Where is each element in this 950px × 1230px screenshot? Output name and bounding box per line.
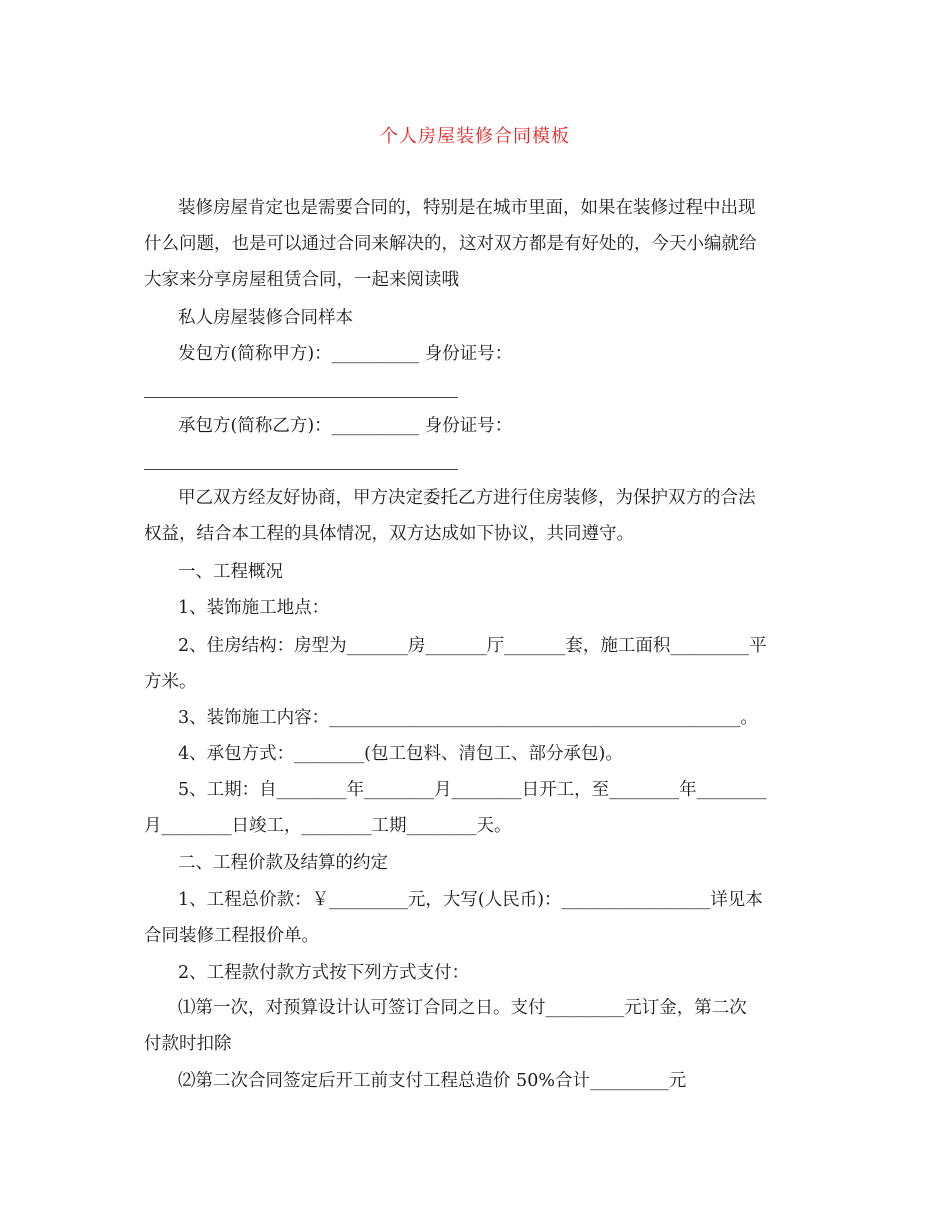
party-b-blank-rule: [144, 469, 458, 470]
clause-1-2-line-1: 2、住房结构：房型为_______房_______厅_______套，施工面积_________平: [178, 636, 767, 656]
clause-2-1-line-2: 合同装修工程报价单。: [144, 926, 319, 946]
payment-2-line: ⑵第二次合同签定后开工前支付工程总造价 50%合计_________元: [178, 1071, 687, 1091]
clause-2-2: 2、工程款付款方式按下列方式支付：: [178, 963, 470, 983]
payment-1-line-1: ⑴第一次，对预算设计认可签订合同之日。支付_________元订金，第二次: [178, 998, 747, 1018]
party-a-line: 发包方(简称甲方)：__________ 身份证号：: [178, 344, 513, 364]
clause-1-5-line-2: 月________日竣工，________工期________天。: [144, 816, 512, 836]
clause-2-1-line-1: 1、工程总价款：￥_________元，大写(人民币)：_________________详见本: [178, 890, 763, 910]
clause-1-3: 3、装饰施工内容：_______________________________________________。: [178, 708, 758, 728]
clause-1-5-line-1: 5、工期：自________年________月________日开工，至________年________: [178, 780, 767, 800]
document-title: 个人房屋装修合同模板: [380, 126, 570, 147]
party-a-blank-rule: [144, 397, 458, 398]
clause-1-2-line-2: 方米。: [144, 672, 197, 692]
sample-heading: 私人房屋装修合同样本: [178, 308, 353, 328]
payment-1-line-2: 付款时扣除: [144, 1034, 232, 1054]
clause-1-1: 1、装饰施工地点：: [178, 598, 330, 618]
intro-line-2: 什么问题，也是可以通过合同来解决的，这对双方都是有好处的，今天小编就给: [144, 234, 757, 254]
intro-line-3: 大家来分享房屋租赁合同，一起来阅读哦: [144, 270, 459, 290]
section-1-heading: 一、工程概况: [178, 562, 283, 582]
intro-line-1: 装修房屋肯定也是需要合同的，特别是在城市里面，如果在装修过程中出现: [178, 198, 756, 218]
section-2-heading: 二、工程价款及结算的约定: [178, 853, 388, 873]
clause-1-4: 4、承包方式：________(包工包料、清包工、部分承包)。: [178, 744, 623, 764]
agreement-line-2: 权益，结合本工程的具体情况，双方达成如下协议，共同遵守。: [144, 524, 634, 544]
party-b-line: 承包方(简称乙方)：__________ 身份证号：: [178, 416, 513, 436]
agreement-line-1: 甲乙双方经友好协商，甲方决定委托乙方进行住房装修，为保护双方的合法: [178, 488, 756, 508]
